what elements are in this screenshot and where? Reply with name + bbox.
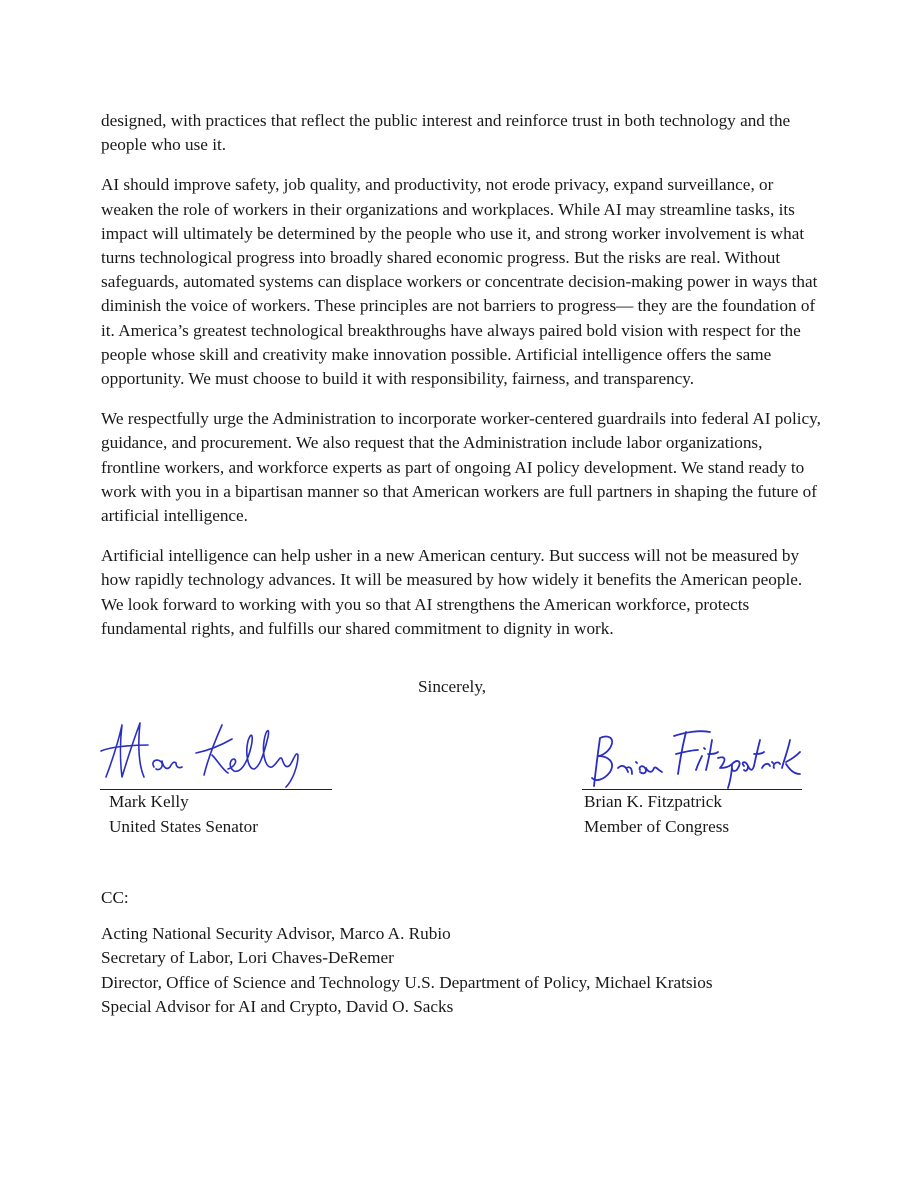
signatory-title: Member of Congress [584, 816, 730, 836]
signatory-title: United States Senator [109, 816, 258, 836]
paragraph: We respectfully urge the Administration to incorporate worker-centered guardrails into federal AI policy, guidance, and procurement. We also request that the Administration include labor organizations, frontline workers, and workforce experts as part of ongoing AI policy development. We stand ready to work with you in a bipartisan manner so that American workers are full partners in shaping the future of artificial intelligence. [101, 409, 821, 526]
paragraph: designed, with practices that reflect the public interest and reinforce trust in both technology and the people who use it. [101, 111, 791, 155]
signatory-name: Mark Kelly [109, 792, 189, 811]
closing: Sincerely, [418, 677, 487, 696]
cc-recipient: Acting National Security Advisor, Marco A. Rubio [101, 924, 451, 943]
cc-label: CC: [101, 888, 129, 907]
cc-list [101, 922, 713, 1019]
cc-recipient: Secretary of Labor, Lori Chaves-DeRemer [101, 948, 394, 968]
signature-block-fitzpatrick [584, 716, 804, 839]
paragraph: Artificial intelligence can help usher in a new American century. But success will not be measured by how rapidly technology advances. It will be measured by how widely it benefits the American people. We look forward to working with you so that AI strengthens the American workforce, protects fundamental rights, and fulfills our shared commitment to dignity in work. [101, 546, 803, 638]
signature-kelly [100, 711, 332, 789]
paragraph: AI should improve safety, job quality, and productivity, not erode privacy, expand surveillance, or weaken the role of workers in their organizations and workplaces. While AI may streamline tasks, its impact will ultimately be determined by the people who use it, and strong worker involvement is what turns technological progress into broadly shared economic progress. But the risks are real. Without safeguards, automated systems can displace workers or concentrate decision-making power in ways that diminish the voice of workers. These principles are not barriers to progress— they are the foundation of it. America’s greatest technological breakthroughs have always paired bold vision with respect for the people whose skill and creativity make innovation possible. Artificial intelligence offers the same opportunity. We must choose to build it with responsibility, fairness, and transparency. [101, 175, 818, 389]
cc-recipient: Special Advisor for AI and Crypto, David O. Sacks [101, 996, 454, 1016]
signature-block-kelly [109, 711, 332, 839]
letter-body [101, 109, 821, 657]
cc-recipient: Director, Office of Science and Technology U.S. Department of Policy, Michael Kratsios [101, 972, 713, 992]
signature-fitzpatrick [582, 716, 804, 789]
signatory-name: Brian K. Fitzpatrick [584, 792, 722, 811]
